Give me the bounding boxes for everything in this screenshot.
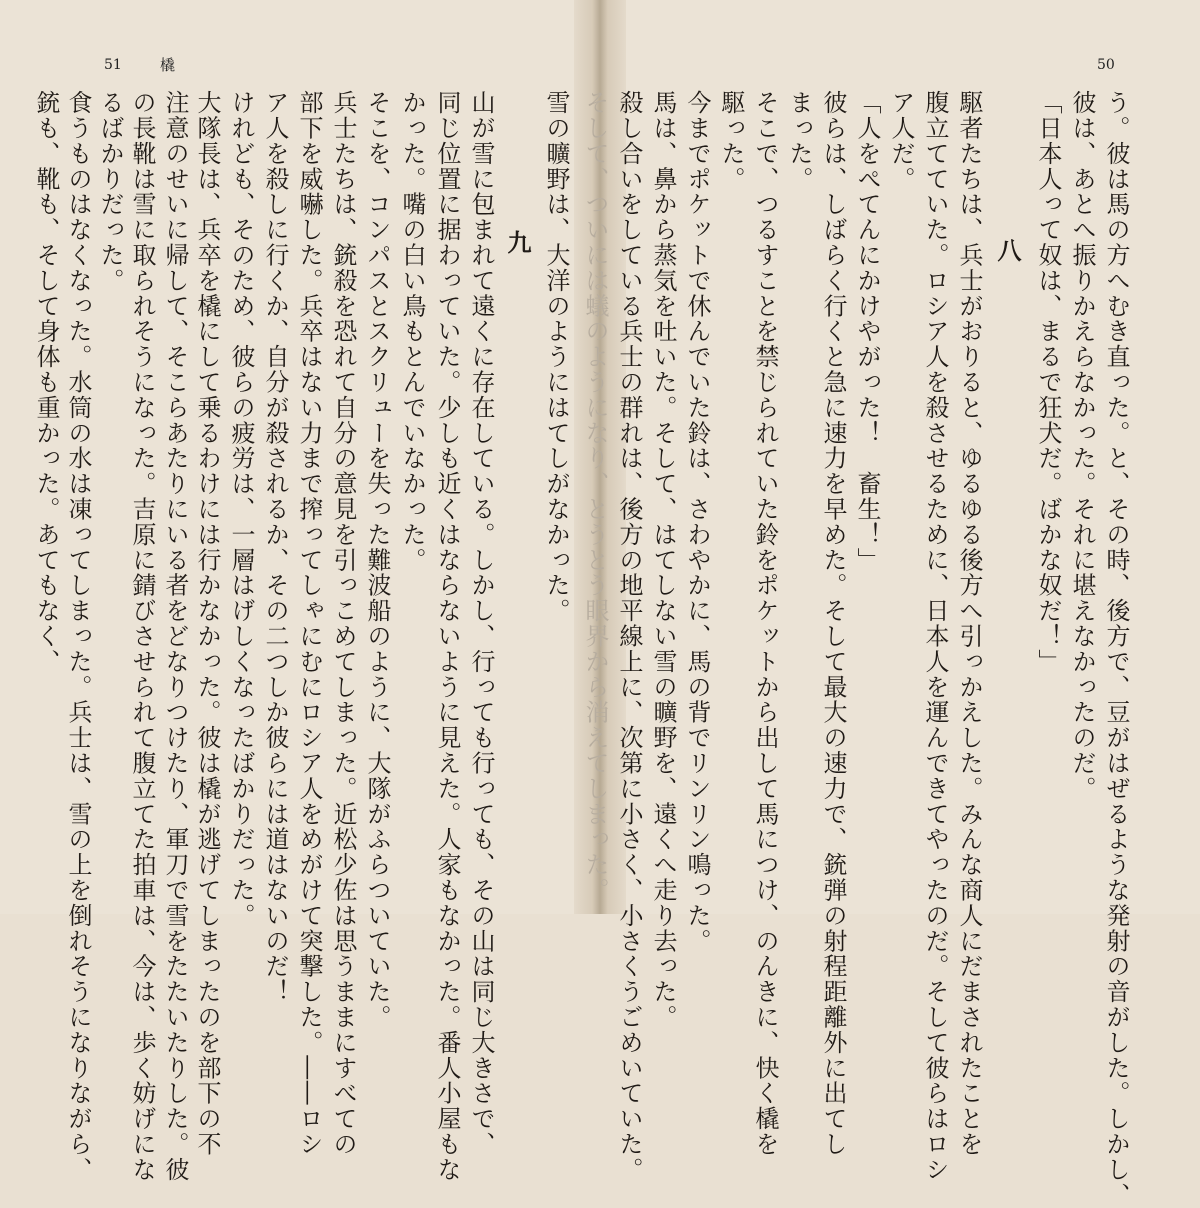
text-line: 「人をぺてんにかけやがった！ 畜生！」 [853,90,881,573]
text-line: 駆った。 [717,90,745,192]
text-line: そこで、つるすことを禁じられていた鈴をポケットから出して馬につけ、のんきに、快く橇を [751,90,779,1157]
text-line: 山が雪に包まれて遠くに存在している。しかし、行っても行っても、その山は同じ大きさで、 [467,90,495,1157]
section-heading: 八 [993,238,1022,264]
text-line: 大隊長は、兵卒を橇にして乗るわけには行かなかった。彼は橇が逃げてしまったのを部下の不 [193,90,221,1157]
text-line: ア人を殺しに行くか、自分が殺されるか、その二つしか彼らには道はないのだ！ [261,90,289,1005]
text-line: 部下を威嚇した。兵卒はない力まで搾ってしゃにむにロシア人をめがけて突撃した。――ロシ [295,90,323,1157]
running-head: 橇 [160,56,176,74]
text-line: 彼は、あとへ振りかえらなかった。それに堪えなかったのだ。 [1068,90,1096,802]
text-line: 駆者たちは、兵士がおりると、ゆるゆる後方へ引っかえした。みんな商人にだまされたことを [955,90,983,1157]
text-line: 同じ位置に据わっていた。少しも近くはならないように見えた。人家もなかった。番人小屋もな [433,90,461,1183]
text-line: 彼らは、しばらく行くと急に速力を早めた。そして最大の速力で、銃弾の射程距離外に出てし [819,90,847,1157]
text-line: かった。嘴の白い鳥もとんでいなかった。 [398,90,426,573]
text-line: そこを、コンパスとスクリューを失った難波船のように、大隊がふらついていた。 [363,90,391,1030]
text-line: 注意のせいに帰して、そこらあたりにいる者をどなりつけたり、軍刀で雪をたたいたりした。彼 [161,90,189,1183]
text-line: 馬は、鼻から蒸気を吐いた。そして、はてしない雪の曠野を、遠くへ走り去った。 [649,90,677,1030]
text-line: 殺し合いをしている兵士の群れは、後方の地平線上に、次第に小さく、小さくうごめいていた。 [615,90,643,1183]
text-line: の長靴は雪に取られそうになった。吉原に錆びさせられて腹立てた拍車は、今は、歩く妨げにな [128,90,156,1183]
section-heading: 九 [503,230,532,256]
text-line: まった。 [785,90,813,192]
text-line: けれども、そのため、彼らの疲労は、一層はげしくなったばかりだった。 [227,90,255,929]
text-line: 今までポケットで休んでいた鈴は、さわやかに、馬の背でリンリン鳴った。 [683,90,711,954]
text-line: 銃も、靴も、そして身体も重かった。あてもなく、 [32,90,60,675]
text-line-faded: そして、ついには蟻のようになり、とうとう眼界から消えてしまった。 [581,90,609,903]
text-line: う。彼は馬の方へむき直った。と、その時、後方で、豆がはぜるような発射の音がした。しかし、 [1102,90,1130,1208]
page-number-left: 51 [104,57,122,73]
text-line: 雪の曠野は、大洋のようにはてしがなかった。 [542,90,570,624]
text-line: 「日本人って奴は、まるで狂犬だ。ばかな奴だ！」 [1034,90,1062,675]
text-line: ア人だ。 [887,90,915,192]
text-line: るばかりだった。 [96,90,124,294]
page-number-right: 50 [1097,57,1115,73]
text-line: 食うものはなくなった。水筒の水は凍ってしまった。兵士は、雪の上を倒れそうになりながら、 [64,90,92,1183]
text-line: 腹立てていた。ロシア人を殺させるために、日本人を運んできてやったのだ。そして彼らはロシ [921,90,949,1183]
text-line: 兵士たちは、銃殺を恐れて自分の意見を引っこめてしまった。近松少佐は思うままにすべての [329,90,357,1157]
